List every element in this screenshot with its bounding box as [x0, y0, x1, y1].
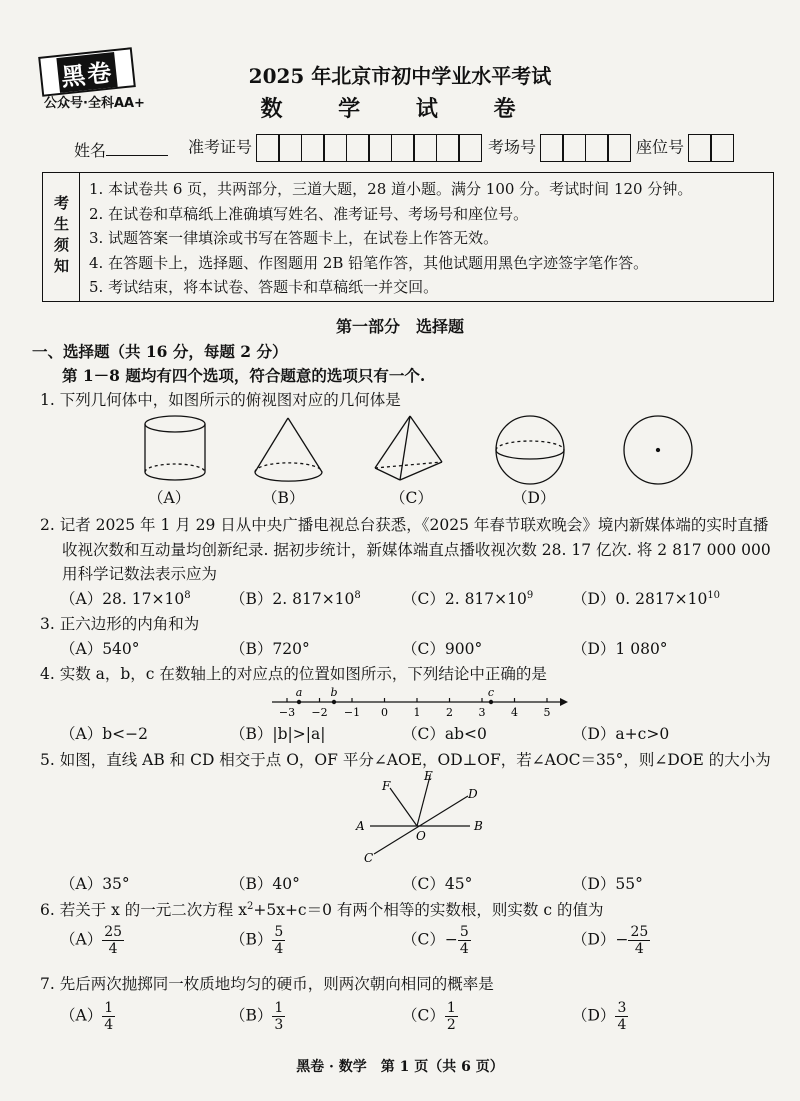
q7-option-a: （A） $\frac{1}{4}$: [60, 1000, 114, 1033]
q2-option-a: （A）28. $17\times 10^8$: [60, 589, 191, 608]
q6-option-d: （D）− $\frac{25}{4}$: [572, 924, 649, 957]
brand-logo: 黑卷: [38, 47, 136, 97]
q2-option-b: （B）2. $817\times 10^8$: [230, 589, 361, 608]
q6-option-c: （C）− $\frac{5}{4}$: [402, 924, 469, 957]
fig-label-e: E: [424, 769, 433, 783]
q7-option-d: （D） $\frac{3}{4}$: [572, 1000, 627, 1033]
sphere-figure: [496, 416, 564, 484]
q3-option-c: （C）900°: [402, 640, 483, 658]
seat-number-label: 座位号: [636, 137, 685, 157]
q6-stem: 6. 若关于 x 的一元二次方程 $x^2+5x+c=0$ 有两个相等的实数根，则实数 c 的值为: [40, 900, 604, 919]
q6-option-a: （A） $\frac{25}{4}$: [60, 924, 123, 957]
number-line-tick-label: 1: [413, 706, 421, 719]
q1-label-c: （C）: [390, 489, 433, 507]
point-b: [332, 700, 336, 704]
candidate-notice: [42, 172, 774, 302]
q3-option-b: （B）720°: [230, 640, 310, 658]
notice-item: 3. 试题答案一律填涂或书写在答题卡上，在试卷上作答无效。: [89, 229, 499, 247]
ray-of: [390, 788, 417, 826]
notice-item: 1. 本试卷共 6 页，共两部分，三道大题，28 道小题。满分 100 分。考试时间 120 分钟。: [89, 180, 693, 198]
fig-label-a: A: [356, 819, 365, 833]
q5-option-d: （D）55°: [572, 875, 643, 893]
paper-title: 数 学 试 卷: [260, 96, 540, 122]
fig-label-c: C: [364, 851, 374, 865]
q5-option-c: （C）45°: [402, 875, 473, 893]
notice-item: 4. 在答题卡上，选择题、作图题用 2B 铅笔作答，其他试题用黑色字迹签字笔作答。: [89, 253, 649, 272]
q2-stem-line1: 2. 记者 2025 年 1 月 29 日从中央广播电视总台获悉，《2025 年春节联欢晚会》境内新媒体端的实时直播: [40, 516, 769, 534]
exam-number-field: [188, 134, 482, 162]
number-line-tick-label: 0: [381, 706, 388, 719]
section-heading: 一、选择题（共 16 分，每题 2 分）: [32, 342, 288, 361]
room-number-label: 考场号: [488, 137, 537, 157]
point-label-a: a: [295, 686, 303, 699]
name-label: 姓名: [74, 141, 107, 160]
exam-number-boxes: [257, 134, 482, 162]
q1-label-d: （D）: [512, 489, 556, 507]
number-line-arrow: [560, 698, 568, 706]
q2-option-d: （D）0. $2817\times 10^{10}$: [572, 589, 721, 608]
number-line-tick-label: −3: [278, 706, 296, 719]
notice-side-label: 考生须知: [43, 173, 80, 301]
q3-option-d: （D）1 080°: [572, 640, 668, 658]
q2-option-c: （C）2. $817\times 10^9$: [402, 589, 534, 608]
q3-option-a: （A）540°: [60, 640, 140, 658]
q1-label-b: （B）: [262, 489, 305, 507]
q4-option-c: （C）ab<0: [402, 725, 487, 743]
q5-option-a: （A）35°: [60, 875, 130, 893]
q4-option-a: （A）b<−2: [60, 725, 148, 743]
number-line-tick-label: −1: [343, 706, 361, 719]
name-field: [74, 138, 168, 161]
point-label-c: c: [487, 686, 495, 699]
fig-label-b: B: [474, 819, 483, 833]
q3-stem: 3. 正六边形的内角和为: [40, 615, 200, 633]
q6-option-b: （B） $\frac{5}{4}$: [230, 924, 284, 957]
cylinder-figure: [145, 416, 205, 480]
q4-option-b: （B）|b|>|a|: [230, 725, 326, 743]
q5-option-b: （B）40°: [230, 875, 300, 893]
fig-label-f: F: [382, 779, 391, 793]
q5-stem: 5. 如图，直线 AB 和 CD 相交于点 O，OF 平分∠AOE，OD⊥OF，若∠AOC＝35°，则∠DOE 的大小为: [40, 751, 771, 769]
number-line-tick-label: 2: [446, 706, 453, 719]
page-footer: 黑卷 · 数学 第 1 页（共 6 页）: [296, 1059, 504, 1075]
q7-stem: 7. 先后两次抛掷同一枚质地均匀的硬币，则两次朝向相同的概率是: [40, 975, 494, 993]
room-number-boxes: [541, 134, 631, 162]
q4-number-line: [270, 684, 570, 720]
notice-item: 2. 在试卷和草稿纸上准确填写姓名、准考证号、考场号和座位号。: [89, 204, 529, 223]
fig-label-d: D: [468, 787, 478, 801]
point-c: [489, 700, 493, 704]
q7-option-c: （C） $\frac{1}{2}$: [402, 1000, 456, 1033]
number-line-tick-label: 3: [478, 706, 486, 719]
exam-number-label: 准考证号: [188, 137, 253, 157]
name-blank: [106, 155, 168, 156]
point-label-b: b: [330, 686, 338, 699]
q1-stem: 1. 下列几何体中，如图所示的俯视图对应的几何体是: [40, 391, 401, 409]
q2-stem-line3: 用科学记数法表示应为: [62, 565, 218, 583]
section-intro: 第 1－8 题均有四个选项，符合题意的选项只有一个.: [62, 366, 426, 385]
number-line-tick-label: 5: [543, 706, 551, 719]
exam-title: 2025 年北京市初中学业水平考试: [248, 64, 552, 88]
q4-option-d: （D）a+c>0: [572, 725, 670, 743]
q2-stem-line2: 收视次数和互动量均创新纪录. 据初步统计，新媒体端直点播收视次数 28. 17 亿次. 将 2 817 000 000: [62, 541, 771, 559]
number-line-tick-label: −2: [311, 706, 328, 719]
seat-number-boxes: [689, 134, 734, 162]
top-view-figure: [624, 416, 692, 484]
seat-number-field: [636, 134, 734, 162]
q7-option-b: （B） $\frac{1}{3}$: [230, 1000, 284, 1033]
ray-oe: [417, 776, 430, 826]
point-a: [297, 700, 301, 704]
room-number-field: [488, 134, 631, 162]
cone-figure: [255, 418, 322, 481]
q5-angle-figure: [350, 768, 500, 868]
q4-stem: 4. 实数 a，b，c 在数轴上的对应点的位置如图所示，下列结论中正确的是: [40, 665, 547, 683]
pyramid-figure: [375, 416, 442, 480]
number-line-tick-label: 4: [511, 706, 518, 719]
brand-subtitle: 公众号·全科AA+: [44, 96, 145, 111]
q1-label-a: （A）: [148, 489, 191, 507]
fig-label-o: O: [416, 829, 426, 843]
part-title: 第一部分 选择题: [335, 317, 464, 336]
line-cd: [374, 796, 468, 854]
notice-item: 5. 考试结束，将本试卷、答题卡和草稿纸一并交回。: [89, 278, 439, 296]
